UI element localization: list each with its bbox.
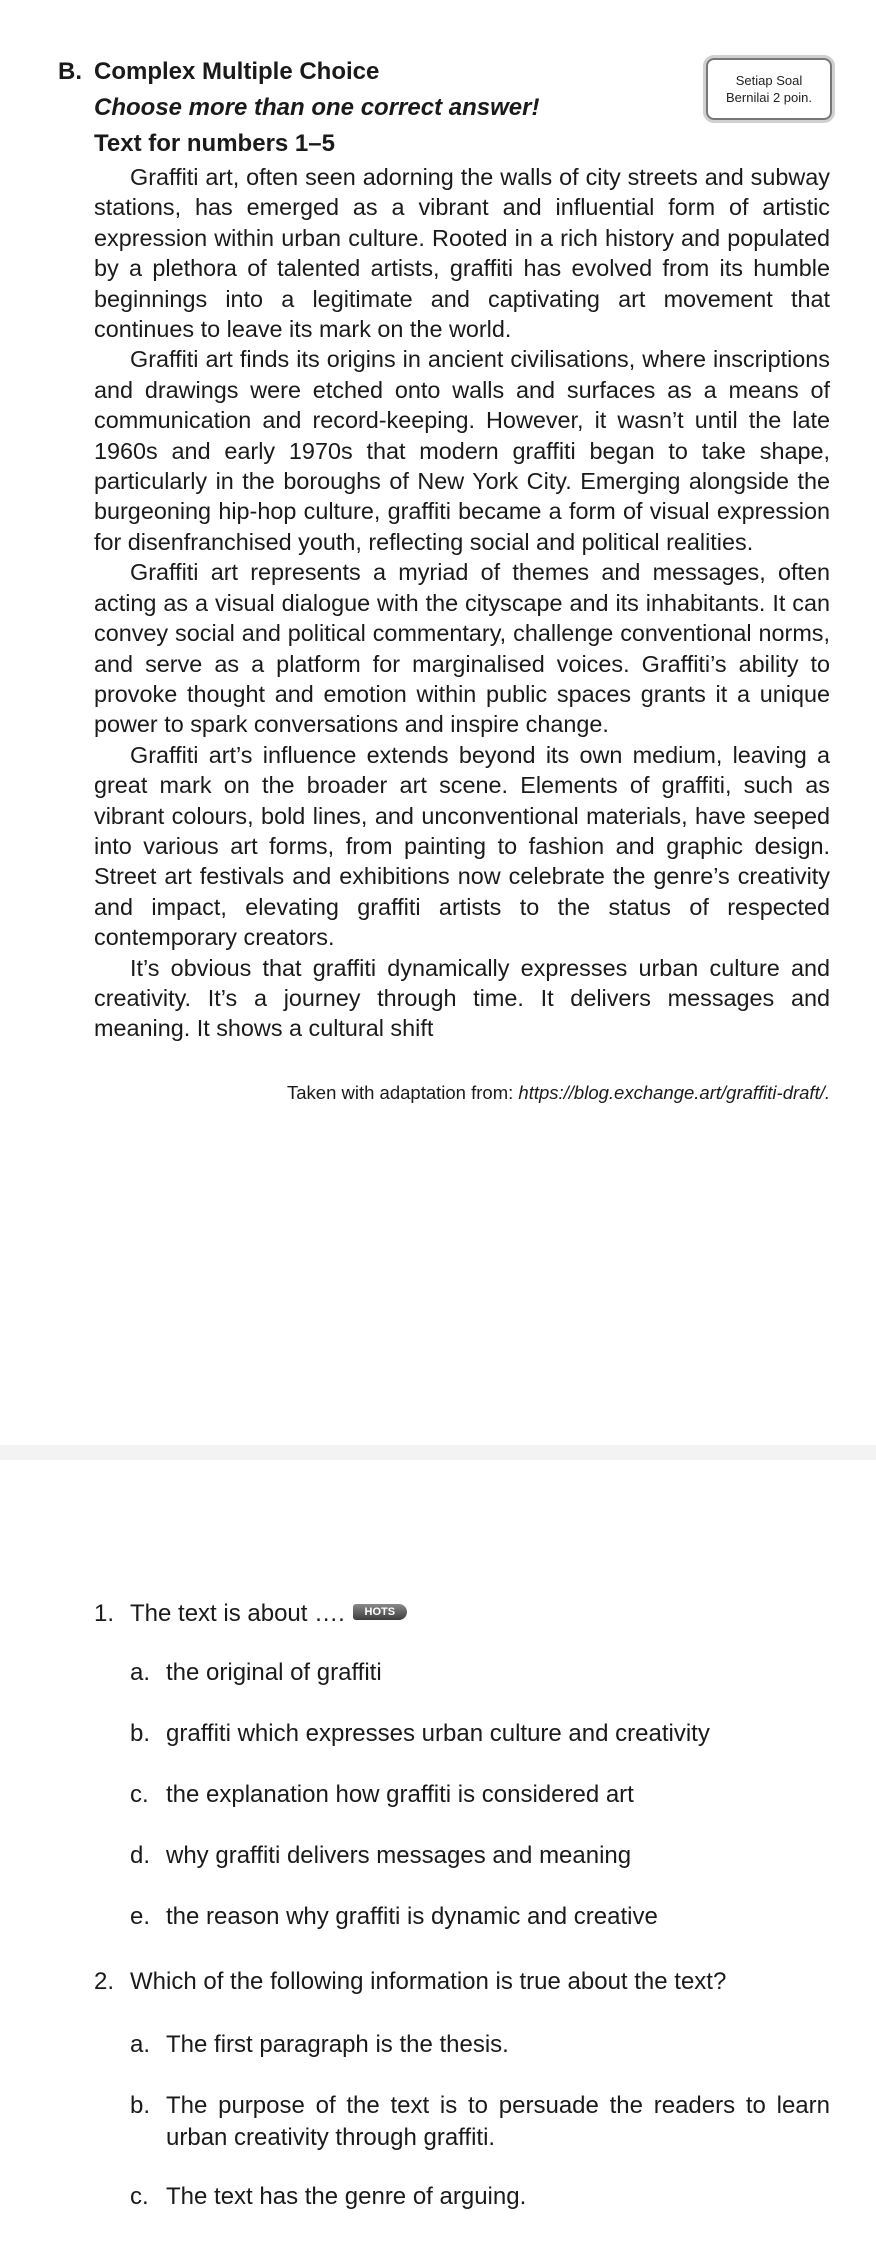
section-title: Complex Multiple Choice — [94, 58, 380, 85]
source-url: https://blog.exchange.art/graffiti-draft/. — [518, 1082, 830, 1103]
option-text: the explanation how graffiti is considered art — [166, 1781, 634, 1808]
score-badge — [706, 58, 832, 120]
question-number: 2. — [94, 1968, 115, 1995]
option-2b[interactable] — [130, 2090, 830, 2154]
paragraph-1: Graffiti art, often seen adorning the walls of city streets and subway stations, has emerged as a vibrant and influential form of artistic expression within urban culture. Rooted in a rich history and populated by a plethora of talented artists, graffiti has evolved from its humble beginnings into a legitimate and captivating art movement that continues to leave its mark on the world. — [94, 164, 830, 343]
paragraph-4: Graffiti art’s influence extends beyond its own medium, leaving a great mark on the broader art scene. Elements of graffiti, such as vibrant colours, bold lines, and unconventional materials, have seeped into various art forms, from painting to fashion and graphic design. Street art festivals and exhibitions now celebrate the genre’s creativity and impact, elevating graffiti artists to the status of respected contemporary creators. — [94, 741, 830, 951]
question-1 — [94, 1600, 407, 1628]
option-letter: b. — [130, 2092, 151, 2119]
option-text: the reason why graffiti is dynamic and creative — [166, 1903, 658, 1930]
option-letter: c. — [130, 2183, 149, 2210]
option-letter: c. — [130, 1781, 149, 1808]
option-text: The text has the genre of arguing. — [166, 2183, 527, 2210]
option-letter: b. — [130, 1720, 151, 1747]
paragraph-3: Graffiti art represents a myriad of themes and messages, often acting as a visual dialogue with the cityscape and its inhabitants. It can convey social and political commentary, challenge conventional norms, and serve as a platform for marginalised voices. Graffiti’s ability to provoke thought and emotion within public spaces grants it a unique power to spark conversations and inspire change. — [94, 559, 830, 738]
question-text: Which of the following information is true about the text? — [130, 1968, 727, 1995]
option-text: The purpose of the text is to persuade the readers to learn urban creativity through graffiti. — [166, 2092, 830, 2151]
source-prefix: Taken with adaptation from: — [287, 1082, 519, 1103]
page-divider — [0, 1445, 876, 1460]
score-line-1: Setiap Soal — [735, 73, 803, 88]
question-number: 1. — [94, 1600, 115, 1627]
question-2 — [94, 1968, 726, 1996]
instruction-text: Choose more than one correct answer! — [94, 94, 540, 121]
section-header — [58, 58, 379, 86]
hots-badge: HOTS — [353, 1604, 407, 1620]
option-text: the original of graffiti — [166, 1659, 382, 1686]
source-citation — [287, 1082, 830, 1104]
option-text: The first paragraph is the thesis. — [166, 2031, 509, 2058]
option-2a[interactable] — [130, 2029, 830, 2061]
option-1e[interactable] — [130, 1901, 830, 1933]
question-text: The text is about …. — [130, 1600, 345, 1627]
option-letter: e. — [130, 1903, 151, 1930]
option-text: graffiti which expresses urban culture and creativity — [166, 1720, 710, 1747]
option-2c[interactable] — [130, 2181, 830, 2213]
option-text: why graffiti delivers messages and meaning — [166, 1842, 632, 1869]
option-1a[interactable] — [130, 1657, 830, 1689]
reading-passage — [94, 162, 830, 1044]
option-1b[interactable] — [130, 1718, 830, 1750]
paragraph-5: It’s obvious that graffiti dynamically expresses urban culture and creativity. It’s a journey through time. It delivers messages and meaning. It shows a cultural shift — [94, 954, 830, 1042]
page-two — [0, 1460, 876, 2241]
option-letter: a. — [130, 2031, 151, 2058]
text-title: Text for numbers 1–5 — [94, 130, 335, 157]
option-1c[interactable] — [130, 1779, 830, 1811]
paragraph-2: Graffiti art finds its origins in ancient civilisations, where inscriptions and drawings were etched onto walls and surfaces as a means of communication and record-keeping. However, it wasn’t until the late 1960s and early 1970s that modern graffiti began to take shape, particularly in the boroughs of New York City. Emerging alongside the burgeoning hip-hop culture, graffiti became a form of visual expression for disenfranchised youth, reflecting social and political realities. — [94, 346, 830, 555]
option-letter: a. — [130, 1659, 151, 1686]
section-letter: B. — [58, 58, 82, 85]
option-1d[interactable] — [130, 1840, 830, 1872]
option-letter: d. — [130, 1842, 151, 1869]
score-line-2: Bernilai 2 poin. — [726, 90, 812, 105]
